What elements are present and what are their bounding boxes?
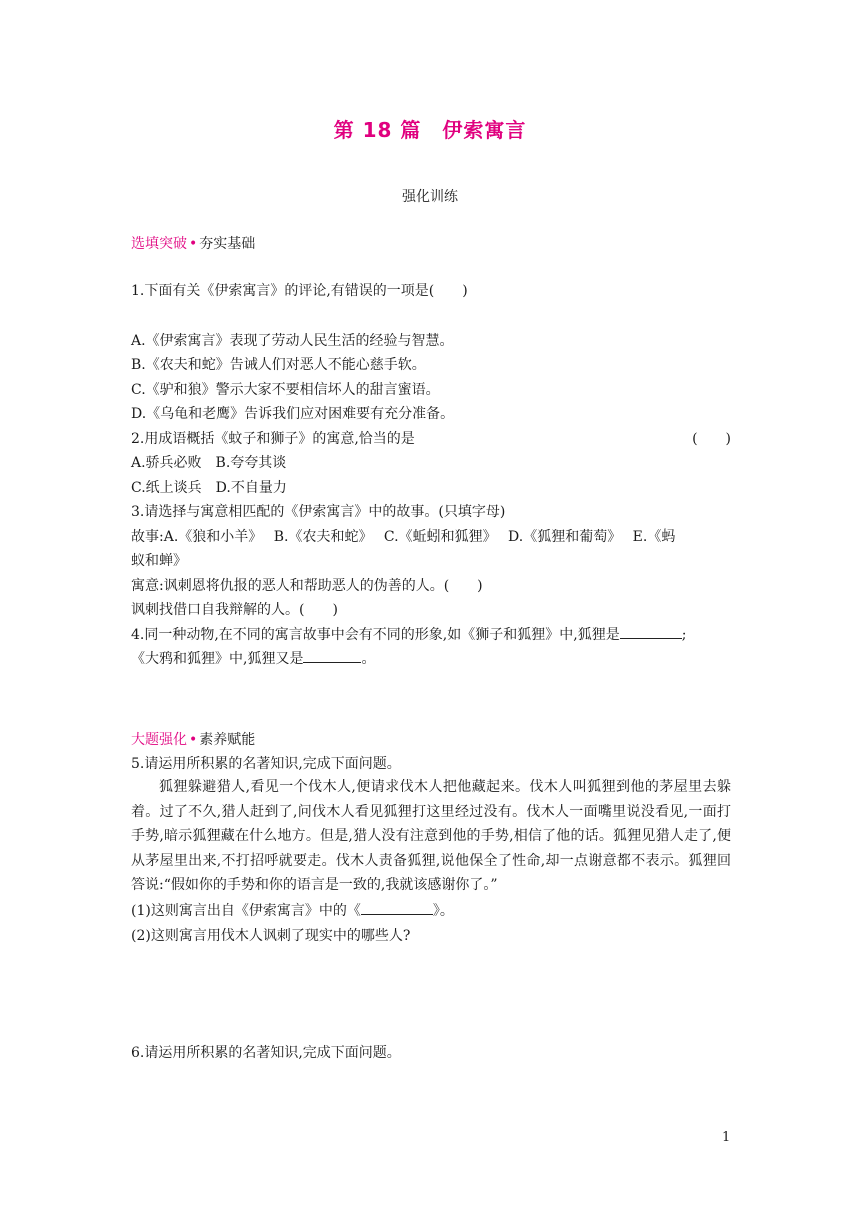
question-3-meaning-2: 讽刺找借口自我辩解的人。( ) <box>131 602 338 618</box>
question-5-sub-2: (2)这则寓言用伐木人讽刺了现实中的哪些人? <box>131 928 411 944</box>
page-title: 第 18 篇 伊索寓言 <box>333 118 527 142</box>
question-6-stem: 6.请运用所积累的名著知识,完成下面问题。 <box>131 1045 401 1061</box>
section-label: 素养赋能 <box>199 732 256 748</box>
answer-blank[interactable] <box>620 624 682 639</box>
section-highlight: 大题强化 <box>131 732 187 748</box>
question-1-option-d: D.《乌龟和老鹰》告诉我们应对困难要有充分准备。 <box>131 406 455 422</box>
section-header-basic <box>131 233 731 253</box>
question-3-meaning-1: 寓意:讽刺恩将仇报的恶人和帮助恶人的伪善的人。( ) <box>131 578 483 594</box>
question-3-stories-line-1: 故事:A.《狼和小羊》 B.《农夫和蛇》 C.《蚯蚓和狐狸》 D.《狐狸和葡萄》 E.《蚂 <box>131 529 676 545</box>
question-1-option-c: C.《驴和狼》警示大家不要相信坏人的甜言蜜语。 <box>131 382 440 398</box>
question-1-option-a: A.《伊索寓言》表现了劳动人民生活的经验与智慧。 <box>131 333 454 349</box>
question-5-sub-1-text: (1)这则寓言出自《伊索寓言》中的《 <box>131 903 361 919</box>
question-5-passage: 狐狸躲避猎人,看见一个伐木人,便请求伐木人把他藏起来。伐木人叫狐狸到他的茅屋里去躲着。过了不久,猎人赶到了,问伐木人看见狐狸打这里经过没有。伐木人一面嘴里说没看见,一面打手势,暗示狐狸藏在什么地方。但是,猎人没有注意到他的手势,相信了他的话。狐狸见猎人走了,便从茅屋里出来,不打招呼就要走。伐木人责备狐狸,说他保全了性命,却一点谢意都不表示。狐狸回答说:“假如你的手势和你的语言是一致的,我就该感谢你了。” <box>131 779 731 893</box>
section-label: 夯实基础 <box>199 236 256 252</box>
section-header-advanced <box>131 729 731 749</box>
question-3-stem: 3.请选择与寓意相匹配的《伊索寓言》中的故事。(只填字母) <box>131 504 506 520</box>
section-dot: • <box>189 732 198 748</box>
question-2-stem: 2.用成语概括《蚊子和狮子》的寓意,恰当的是 <box>131 431 415 447</box>
question-1-stem: 1.下面有关《伊索寓言》的评论,有错误的一项是( ) <box>131 283 468 299</box>
question-2-options-row-2: C.纸上谈兵 D.不自量力 <box>131 480 287 496</box>
question-5-sub-1 <box>131 900 731 920</box>
section-dot: • <box>189 236 198 252</box>
answer-blank[interactable] <box>303 648 361 663</box>
answer-blank[interactable] <box>361 900 433 915</box>
question-4-text-2: 《大鸦和狐狸》中,狐狸又是 <box>131 651 304 667</box>
question-2-answer-paren: ( ) <box>692 431 731 447</box>
question-2-stem-row <box>131 428 731 448</box>
question-4-text-1: 4.同一种动物,在不同的寓言故事中会有不同的形象,如《狮子和狐狸》中,狐狸是 <box>131 627 620 643</box>
question-3-stories-line-2: 蚁和蝉》 <box>131 553 187 569</box>
question-2-options-row-1: A.骄兵必败 B.夸夸其谈 <box>131 455 287 471</box>
question-4-line-2 <box>131 648 731 668</box>
question-1-option-b: B.《农夫和蛇》告诫人们对恶人不能心慈手软。 <box>131 357 426 373</box>
question-4-punct-1: ; <box>681 627 687 643</box>
question-5-sub-1-suffix: 》。 <box>432 903 454 919</box>
section-highlight: 选填突破 <box>131 236 187 252</box>
question-5-stem: 5.请运用所积累的名著知识,完成下面问题。 <box>131 756 401 772</box>
page-number: 1 <box>722 1130 731 1145</box>
question-4-line-1 <box>131 624 731 644</box>
page-subtitle: 强化训练 <box>402 189 458 205</box>
question-4-punct-2: 。 <box>361 651 376 667</box>
